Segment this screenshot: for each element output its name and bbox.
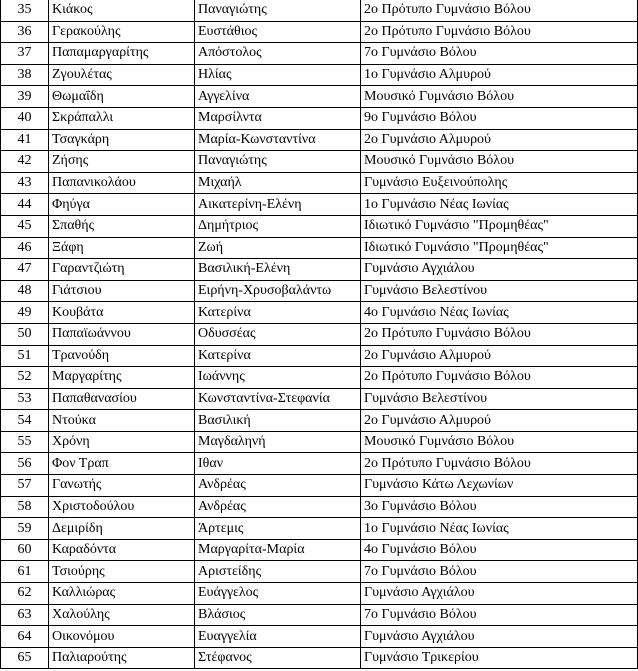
surname-cell: Χριστοδούλου [49,496,195,518]
school-cell: Γυμνάσιο Αγχιάλου [361,583,638,605]
first-name-cell: Δημήτριος [195,215,361,237]
school-cell: Γυμνάσιο Αγχιάλου [361,259,638,281]
row-number: 61 [1,561,49,583]
school-cell: 7ο Γυμνάσιο Βόλου [361,604,638,626]
first-name-cell: Αικατερίνη-Ελένη [195,194,361,216]
school-cell: 2ο Πρότυπο Γυμνάσιο Βόλου [361,21,638,43]
surname-cell: Καλλιώρας [49,583,195,605]
surname-cell: Κιάκος [49,0,195,21]
row-number: 64 [1,626,49,648]
first-name-cell: Βλάσιος [195,604,361,626]
first-name-cell: Ηλίας [195,64,361,86]
first-name-cell: Ιωάννης [195,367,361,389]
first-name-cell: Βασιλική [195,410,361,432]
first-name-cell: Ανδρέας [195,496,361,518]
surname-cell: Χαλούλης [49,604,195,626]
school-cell: 1ο Γυμνάσιο Νέας Ιωνίας [361,518,638,540]
row-number: 46 [1,237,49,259]
surname-cell: Κουβάτα [49,302,195,324]
first-name-cell: Ειρήνη-Χρυσοβαλάντω [195,280,361,302]
row-number: 62 [1,583,49,605]
row-number: 50 [1,323,49,345]
row-number: 52 [1,367,49,389]
row-number: 40 [1,107,49,129]
row-number: 56 [1,453,49,475]
first-name-cell: Μαργαρίτα-Μαρία [195,539,361,561]
surname-cell: Γερακούλης [49,21,195,43]
table-row [1,151,638,173]
first-name-cell: Βασιλική-Ελένη [195,259,361,281]
row-number: 58 [1,496,49,518]
row-number: 57 [1,475,49,497]
surname-cell: Ζγουλέτας [49,64,195,86]
school-cell: 3ο Γυμνάσιο Βόλου [361,496,638,518]
school-cell: Μουσικό Γυμνάσιο Βόλου [361,431,638,453]
row-number: 55 [1,431,49,453]
surname-cell: Δεμιρίδη [49,518,195,540]
surname-cell: Παπαθανασίου [49,388,195,410]
school-cell: 4ο Γυμνάσιο Νέας Ιωνίας [361,302,638,324]
school-cell: 2ο Γυμνάσιο Αλμυρού [361,345,638,367]
school-cell: 2ο Πρότυπο Γυμνάσιο Βόλου [361,453,638,475]
table-row [1,561,638,583]
roster-body [1,0,638,669]
surname-cell: Φον Τραπ [49,453,195,475]
row-number: 36 [1,21,49,43]
school-cell: Γυμνάσιο Βελεστίνου [361,280,638,302]
surname-cell: Τρανούδη [49,345,195,367]
first-name-cell: Αριστείδης [195,561,361,583]
table-row [1,86,638,108]
first-name-cell: Μαρία-Κωνσταντίνα [195,129,361,151]
table-row [1,194,638,216]
first-name-cell: Στέφανος [195,647,361,669]
first-name-cell: Απόστολος [195,43,361,65]
surname-cell: Γαραντζιώτη [49,259,195,281]
surname-cell: Φηύγα [49,194,195,216]
table-row [1,475,638,497]
school-cell: 2ο Πρότυπο Γυμνάσιο Βόλου [361,323,638,345]
row-number: 65 [1,647,49,669]
first-name-cell: Κωνσταντίνα-Στεφανία [195,388,361,410]
school-cell: 1ο Γυμνάσιο Αλμυρού [361,64,638,86]
surname-cell: Σκράπαλλι [49,107,195,129]
school-cell: 7ο Γυμνάσιο Βόλου [361,561,638,583]
surname-cell: Παλιαρούτης [49,647,195,669]
school-cell: 4ο Γυμνάσιο Βόλου [361,539,638,561]
table-row [1,64,638,86]
surname-cell: Παπαμαργαρίτης [49,43,195,65]
row-number: 54 [1,410,49,432]
table-row [1,518,638,540]
first-name-cell: Ιθαν [195,453,361,475]
school-cell: 2ο Πρότυπο Γυμνάσιο Βόλου [361,0,638,21]
table-row [1,388,638,410]
row-number: 47 [1,259,49,281]
school-cell: Γυμνάσιο Αγχιάλου [361,626,638,648]
row-number: 51 [1,345,49,367]
school-cell: 2ο Πρότυπο Γυμνάσιο Βόλου [361,367,638,389]
row-number: 60 [1,539,49,561]
table-row [1,431,638,453]
row-number: 49 [1,302,49,324]
surname-cell: Τσιούρης [49,561,195,583]
first-name-cell: Μιχαήλ [195,172,361,194]
school-cell: 7ο Γυμνάσιο Βόλου [361,43,638,65]
row-number: 39 [1,86,49,108]
table-row [1,323,638,345]
first-name-cell: Οδυσσέας [195,323,361,345]
school-cell: Γυμνάσιο Τρικερίου [361,647,638,669]
school-cell: 1ο Γυμνάσιο Νέας Ιωνίας [361,194,638,216]
surname-cell: Ξάφη [49,237,195,259]
first-name-cell: Κατερίνα [195,302,361,324]
table-row [1,345,638,367]
table-row [1,496,638,518]
table-row [1,43,638,65]
school-cell: 9ο Γυμνάσιο Βόλου [361,107,638,129]
school-cell: Μουσικό Γυμνάσιο Βόλου [361,86,638,108]
surname-cell: Οικονόμου [49,626,195,648]
row-number: 48 [1,280,49,302]
first-name-cell: Ανδρέας [195,475,361,497]
table-row [1,21,638,43]
surname-cell: Ντούκα [49,410,195,432]
row-number: 44 [1,194,49,216]
table-row [1,647,638,669]
school-cell: Ιδιωτικό Γυμνάσιο "Προμηθέας" [361,237,638,259]
school-cell: 2ο Γυμνάσιο Αλμυρού [361,129,638,151]
first-name-cell: Ευάγγελος [195,583,361,605]
first-name-cell: Αγγελίνα [195,86,361,108]
table-row [1,367,638,389]
first-name-cell: Άρτεμις [195,518,361,540]
school-cell: Γυμνάσιο Κάτω Λεχωνίων [361,475,638,497]
first-name-cell: Ζωή [195,237,361,259]
table-row [1,107,638,129]
surname-cell: Χρόνη [49,431,195,453]
surname-cell: Τσαγκάρη [49,129,195,151]
row-number: 45 [1,215,49,237]
first-name-cell: Μαγδαληνή [195,431,361,453]
table-row [1,539,638,561]
row-number: 63 [1,604,49,626]
row-number: 59 [1,518,49,540]
surname-cell: Γιάτσιου [49,280,195,302]
surname-cell: Θωμαΐδη [49,86,195,108]
row-number: 42 [1,151,49,173]
row-number: 41 [1,129,49,151]
first-name-cell: Κατερίνα [195,345,361,367]
school-cell: Γυμνάσιο Ευξεινούπολης [361,172,638,194]
first-name-cell: Παναγιώτης [195,0,361,21]
table-row [1,237,638,259]
row-number: 37 [1,43,49,65]
school-cell: Γυμνάσιο Βελεστίνου [361,388,638,410]
table-row [1,410,638,432]
row-number: 53 [1,388,49,410]
table-row [1,280,638,302]
row-number: 38 [1,64,49,86]
table-row [1,453,638,475]
table-row [1,626,638,648]
surname-cell: Ζήσης [49,151,195,173]
first-name-cell: Ευαγγελία [195,626,361,648]
table-row [1,129,638,151]
table-row [1,259,638,281]
surname-cell: Παπανικολάου [49,172,195,194]
table-row [1,604,638,626]
table-row [1,0,638,21]
row-number: 35 [1,0,49,21]
school-cell: Μουσικό Γυμνάσιο Βόλου [361,151,638,173]
school-cell: 2ο Γυμνάσιο Αλμυρού [361,410,638,432]
surname-cell: Παπαϊωάννου [49,323,195,345]
first-name-cell: Ευστάθιος [195,21,361,43]
table-row [1,302,638,324]
surname-cell: Καραδόντα [49,539,195,561]
row-number: 43 [1,172,49,194]
first-name-cell: Παναγιώτης [195,151,361,173]
surname-cell: Γανωτής [49,475,195,497]
surname-cell: Σπαθής [49,215,195,237]
table-row [1,583,638,605]
table-row [1,215,638,237]
school-cell: Ιδιωτικό Γυμνάσιο "Προμηθέας" [361,215,638,237]
surname-cell: Μαργαρίτης [49,367,195,389]
first-name-cell: Μαρσίλντα [195,107,361,129]
table-row [1,172,638,194]
